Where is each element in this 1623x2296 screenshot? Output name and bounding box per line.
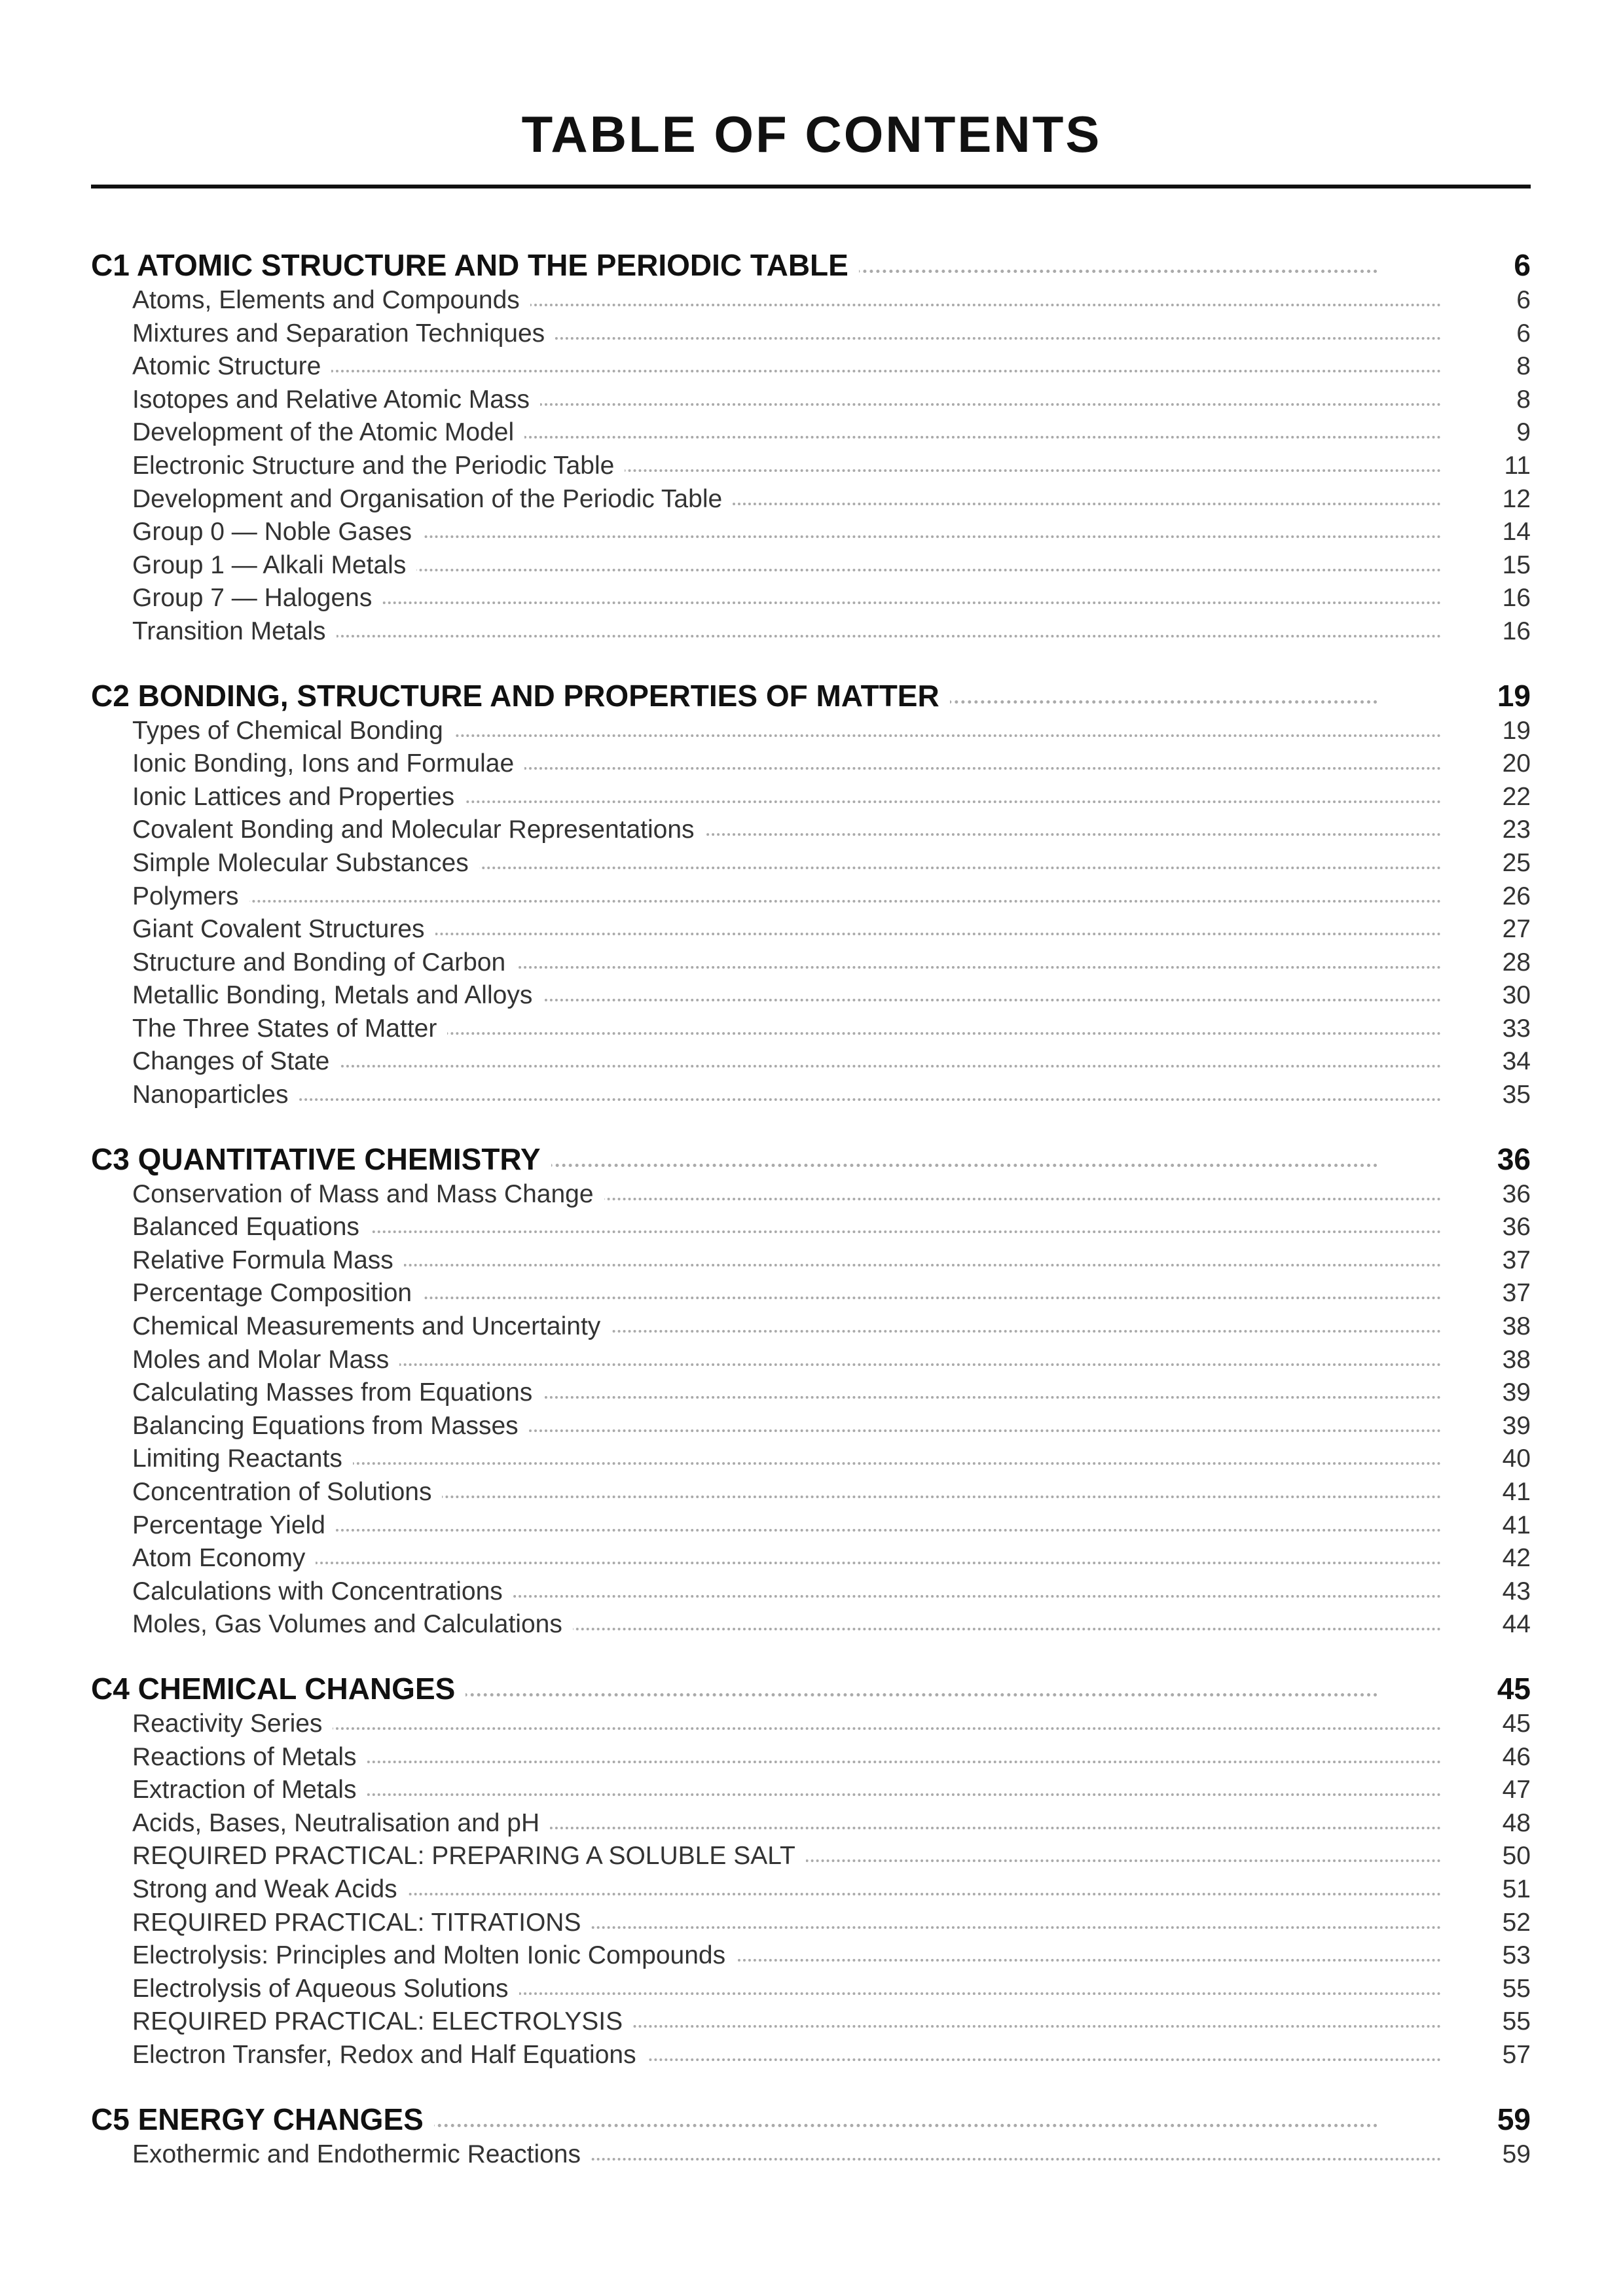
entry-title: Types of Chemical Bonding [132, 715, 454, 747]
entry-title: Moles and Molar Mass [132, 1344, 399, 1376]
toc-entry[interactable] [91, 1873, 1531, 1907]
toc-entry[interactable] [91, 549, 1531, 583]
toc-entry[interactable] [91, 781, 1531, 814]
section-title: C4 CHEMICAL CHANGES [91, 1670, 465, 1708]
entry-title: REQUIRED PRACTICAL: TITRATIONS [132, 1907, 591, 1939]
entry-title: Group 7 — Halogens [132, 582, 382, 615]
entry-title: Changes of State [132, 1045, 340, 1078]
entry-page-number: 42 [1502, 1544, 1531, 1573]
entry-title: Mixtures and Separation Techniques [132, 317, 555, 350]
entry-page-number: 8 [1516, 385, 1531, 414]
entry-page-number: 46 [1502, 1742, 1531, 1771]
toc-entry[interactable] [91, 483, 1531, 516]
entry-title: The Three States of Matter [132, 1013, 447, 1045]
entry-page-number: 16 [1502, 584, 1531, 613]
entry-page-number: 59 [1502, 2140, 1531, 2168]
toc-list [91, 246, 1531, 2171]
entry-page-number: 48 [1502, 1808, 1531, 1837]
entry-page-number: 30 [1502, 981, 1531, 1010]
entry-page-number: 38 [1502, 1345, 1531, 1374]
entry-page-number: 45 [1502, 1709, 1531, 1738]
entry-title: Structure and Bonding of Carbon [132, 946, 516, 979]
entry-title: Group 0 — Noble Gases [132, 516, 422, 548]
dot-leader [132, 1098, 1442, 1101]
toc-entry[interactable] [91, 1840, 1531, 1873]
toc-entry[interactable] [91, 1443, 1531, 1476]
entry-page-number: 43 [1502, 1577, 1531, 1605]
entry-title: Moles, Gas Volumes and Calculations [132, 1608, 573, 1641]
toc-entry[interactable] [91, 1079, 1531, 1112]
entry-page-number: 35 [1502, 1081, 1531, 1109]
entry-page-number: 50 [1502, 1842, 1531, 1871]
entry-title: Development of the Atomic Model [132, 416, 524, 449]
entry-title: Strong and Weak Acids [132, 1873, 408, 1906]
entry-title: Atom Economy [132, 1542, 316, 1575]
entry-page-number: 37 [1502, 1279, 1531, 1308]
entry-title: Atomic Structure [132, 350, 331, 383]
entry-title: Electrolysis of Aqueous Solutions [132, 1973, 519, 2005]
toc-entry[interactable] [91, 1410, 1531, 1443]
entry-title: Ionic Lattices and Properties [132, 781, 465, 814]
toc-entry[interactable] [91, 1708, 1531, 1741]
section-title: C1 ATOMIC STRUCTURE AND THE PERIODIC TABLE [91, 246, 859, 284]
entry-title: Electronic Structure and the Periodic Table [132, 450, 625, 482]
entry-page-number: 37 [1502, 1246, 1531, 1274]
entry-page-number: 34 [1502, 1047, 1531, 1076]
entry-page-number: 55 [1502, 1974, 1531, 2003]
entry-page-number: 22 [1502, 782, 1531, 811]
entry-title: Metallic Bonding, Metals and Alloys [132, 979, 543, 1012]
section-title: C2 BONDING, STRUCTURE AND PROPERTIES OF MATTER [91, 677, 950, 715]
entry-page-number: 47 [1502, 1776, 1531, 1804]
entry-title: Polymers [132, 880, 249, 913]
entry-page-number: 14 [1502, 518, 1531, 547]
toc-entry[interactable] [91, 1542, 1531, 1575]
toc-entry[interactable] [91, 979, 1531, 1013]
entry-title: Giant Covalent Structures [132, 913, 435, 946]
entry-page-number: 12 [1502, 484, 1531, 513]
entry-title: Atoms, Elements and Compounds [132, 284, 530, 317]
entry-page-number: 28 [1502, 948, 1531, 977]
entry-page-number: 36 [1502, 1179, 1531, 1208]
toc-entry[interactable] [91, 1973, 1531, 2006]
entry-page-number: 36 [1502, 1213, 1531, 1242]
section-title: C3 QUANTITATIVE CHEMISTRY [91, 1140, 551, 1178]
entry-title: Limiting Reactants [132, 1443, 353, 1475]
entry-title: Group 1 — Alkali Metals [132, 549, 416, 582]
toc-entry[interactable] [91, 1741, 1531, 1774]
entry-page-number: 8 [1516, 352, 1531, 381]
entry-title: REQUIRED PRACTICAL: ELECTROLYSIS [132, 2005, 633, 2038]
entry-page-number: 16 [1502, 617, 1531, 645]
entry-title: Isotopes and Relative Atomic Mass [132, 384, 540, 416]
toc-entry[interactable] [91, 1244, 1531, 1278]
entry-title: Chemical Measurements and Uncertainty [132, 1310, 611, 1343]
entry-title: REQUIRED PRACTICAL: PREPARING A SOLUBLE SALT [132, 1840, 806, 1873]
entry-page-number: 40 [1502, 1444, 1531, 1473]
toc-entry[interactable] [91, 350, 1531, 384]
section-page-number: 6 [1514, 248, 1531, 282]
toc-entry[interactable] [91, 1907, 1531, 1940]
toc-entry[interactable] [91, 1344, 1531, 1377]
toc-entry[interactable] [91, 1509, 1531, 1543]
entry-title: Reactivity Series [132, 1708, 333, 1740]
toc-entry[interactable] [91, 450, 1531, 483]
toc-entry[interactable] [91, 1608, 1531, 1641]
toc-entry[interactable] [91, 1807, 1531, 1840]
entry-title: Exothermic and Endothermic Reactions [132, 2138, 591, 2171]
entry-page-number: 44 [1502, 1610, 1531, 1639]
toc-entry[interactable] [91, 1575, 1531, 1609]
entry-title: Reactions of Metals [132, 1741, 367, 1774]
section-heading[interactable] [91, 2100, 1531, 2138]
toc-entry[interactable] [91, 1939, 1531, 1973]
toc-entry[interactable] [91, 2005, 1531, 2039]
toc-entry[interactable] [91, 913, 1531, 946]
entry-title: Electron Transfer, Redox and Half Equations [132, 2039, 647, 2072]
entry-title: Transition Metals [132, 615, 337, 648]
entry-title: Nanoparticles [132, 1079, 299, 1111]
entry-page-number: 39 [1502, 1411, 1531, 1440]
toc-entry[interactable] [91, 1211, 1531, 1244]
section-page-number: 45 [1497, 1671, 1531, 1706]
entry-page-number: 6 [1516, 319, 1531, 348]
entry-title: Covalent Bonding and Molecular Representations [132, 814, 705, 846]
entry-page-number: 51 [1502, 1874, 1531, 1903]
toc-entry[interactable] [91, 1178, 1531, 1211]
section-heading[interactable] [91, 1670, 1531, 1708]
entry-title: Concentration of Solutions [132, 1476, 442, 1509]
toc-entry[interactable] [91, 814, 1531, 847]
entry-title: Relative Formula Mass [132, 1244, 404, 1277]
entry-title: Simple Molecular Substances [132, 847, 479, 880]
entry-page-number: 52 [1502, 1908, 1531, 1937]
entry-title: Calculations with Concentrations [132, 1575, 513, 1608]
entry-title: Acids, Bases, Neutralisation and pH [132, 1807, 550, 1840]
toc-entry[interactable] [91, 715, 1531, 748]
entry-page-number: 6 [1516, 286, 1531, 314]
section-heading[interactable] [91, 677, 1531, 715]
title-divider [91, 185, 1531, 188]
toc-entry[interactable] [91, 880, 1531, 914]
entry-page-number: 15 [1502, 550, 1531, 579]
entry-page-number: 20 [1502, 749, 1531, 778]
toc-entry[interactable] [91, 1277, 1531, 1310]
toc-entry[interactable] [91, 2138, 1531, 2172]
entry-title: Percentage Composition [132, 1277, 422, 1310]
entry-title: Conservation of Mass and Mass Change [132, 1178, 604, 1211]
entry-title: Calculating Masses from Equations [132, 1376, 543, 1409]
toc-entry[interactable] [91, 317, 1531, 351]
dot-leader [132, 900, 1442, 903]
toc-entry[interactable] [91, 847, 1531, 880]
entry-title: Electrolysis: Principles and Molten Ionic Compounds [132, 1939, 736, 1972]
toc-entry[interactable] [91, 1376, 1531, 1410]
entry-page-number: 19 [1502, 716, 1531, 745]
entry-page-number: 53 [1502, 1941, 1531, 1970]
section-title: C5 ENERGY CHANGES [91, 2100, 434, 2138]
section-heading[interactable] [91, 246, 1531, 284]
entry-page-number: 27 [1502, 915, 1531, 944]
entry-page-number: 11 [1504, 451, 1531, 480]
toc-entry[interactable] [91, 1476, 1531, 1509]
entry-page-number: 33 [1502, 1014, 1531, 1043]
toc-entry[interactable] [91, 1774, 1531, 1807]
entry-page-number: 26 [1502, 882, 1531, 910]
entry-page-number: 55 [1502, 2007, 1531, 2036]
entry-page-number: 25 [1502, 848, 1531, 877]
toc-entry[interactable] [91, 516, 1531, 549]
toc-entry[interactable] [91, 384, 1531, 417]
toc-entry[interactable] [91, 615, 1531, 649]
toc-entry[interactable] [91, 582, 1531, 615]
entry-title: Development and Organisation of the Periodic Table [132, 483, 733, 516]
dot-leader [132, 1562, 1442, 1564]
section-heading[interactable] [91, 1140, 1531, 1178]
entry-title: Percentage Yield [132, 1509, 336, 1542]
page-title: TABLE OF CONTENTS [521, 105, 1102, 163]
entry-page-number: 57 [1502, 2040, 1531, 2069]
section-page-number: 36 [1497, 1141, 1531, 1176]
entry-title: Balancing Equations from Masses [132, 1410, 529, 1443]
toc-entry[interactable] [91, 946, 1531, 980]
section-page-number: 59 [1497, 2102, 1531, 2136]
entry-page-number: 41 [1502, 1511, 1531, 1539]
toc-entry[interactable] [91, 284, 1531, 317]
entry-title: Balanced Equations [132, 1211, 370, 1244]
entry-title: Extraction of Metals [132, 1774, 367, 1806]
entry-page-number: 23 [1502, 816, 1531, 844]
toc-entry[interactable] [91, 1013, 1531, 1046]
toc-entry[interactable] [91, 1045, 1531, 1079]
entry-page-number: 9 [1516, 418, 1531, 447]
entry-page-number: 41 [1502, 1478, 1531, 1506]
toc-entry[interactable] [91, 416, 1531, 450]
entry-page-number: 38 [1502, 1312, 1531, 1341]
entry-title: Ionic Bonding, Ions and Formulae [132, 747, 524, 780]
toc-entry[interactable] [91, 2039, 1531, 2072]
toc-entry[interactable] [91, 747, 1531, 781]
entry-page-number: 39 [1502, 1378, 1531, 1407]
toc-entry[interactable] [91, 1310, 1531, 1344]
section-page-number: 19 [1497, 678, 1531, 713]
